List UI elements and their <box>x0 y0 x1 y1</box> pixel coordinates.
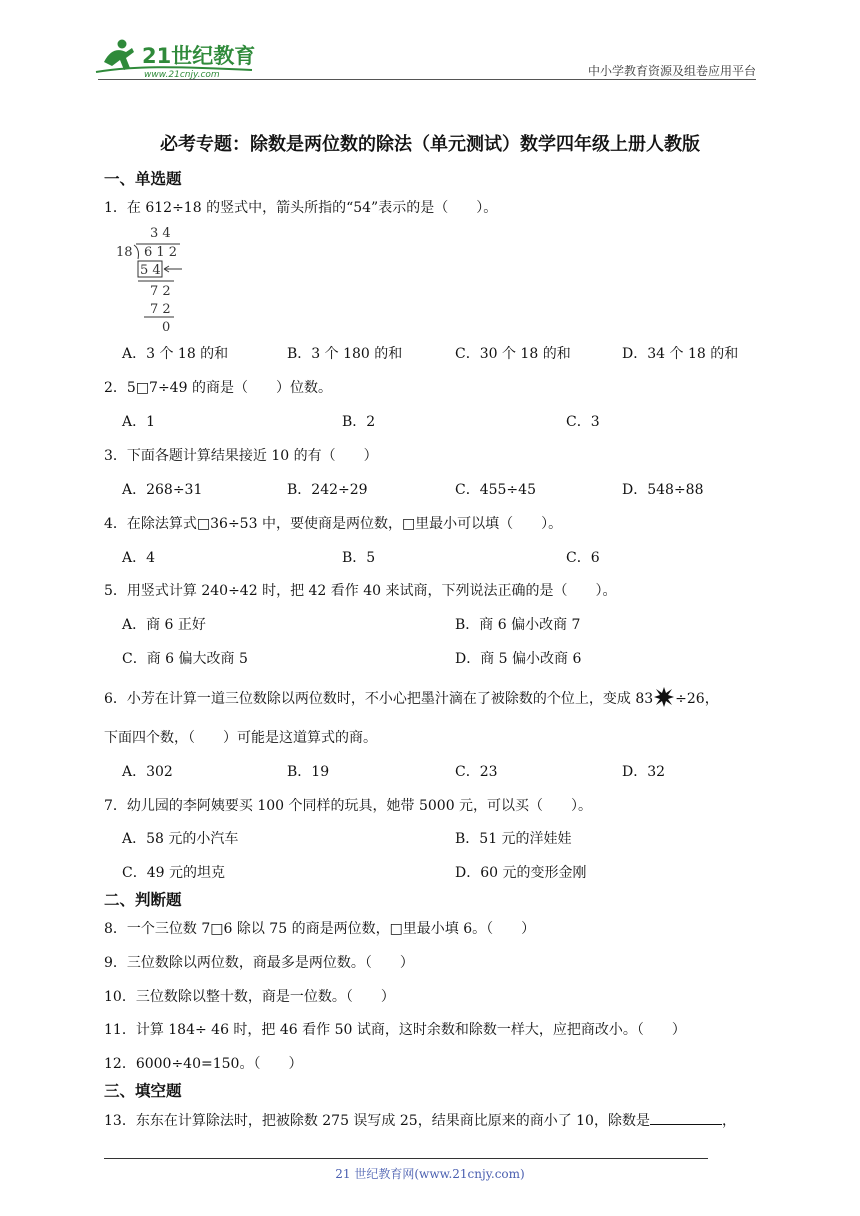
q7-option-b[interactable]: B．51 元的洋娃娃 <box>455 831 572 847</box>
q13-answer-blank[interactable] <box>650 1110 722 1125</box>
division-remainder: 0 <box>162 320 171 335</box>
q1-option-d[interactable]: D．34 个 18 的和 <box>622 346 739 362</box>
q6-option-d[interactable]: D．32 <box>622 764 666 780</box>
question-6-text-b: ÷26， <box>675 691 719 707</box>
division-step-72a: 7 2 <box>150 284 171 299</box>
q7-option-d[interactable]: D．60 元的变形金刚 <box>455 865 587 881</box>
q4-option-a[interactable]: A．4 <box>122 550 156 566</box>
question-6-text-a: 6．小芳在计算一道三位数除以两位数时，不小心把墨汁滴在了被除数的个位上，变成 83 <box>104 691 654 707</box>
q2-option-a[interactable]: A．1 <box>122 414 156 430</box>
question-6-line-1 <box>104 686 719 708</box>
section-true-false: 二、判断题 <box>104 891 182 909</box>
header-platform-text: 中小学教育资源及组卷应用平台 <box>587 64 756 78</box>
division-dividend: 6 1 2 <box>144 245 178 260</box>
question-9: 9．三位数除以两位数，商最多是两位数。（ ） <box>104 955 414 971</box>
q1-option-a[interactable]: A．3 个 18 的和 <box>122 346 229 362</box>
q7-option-a[interactable]: A．58 元的小汽车 <box>122 831 239 847</box>
question-2: 2．5□7÷49 的商是（ ）位数。 <box>104 380 332 396</box>
site-logo <box>92 36 262 80</box>
q3-option-a[interactable]: A．268÷31 <box>122 482 203 498</box>
division-quotient: 3 4 <box>150 226 171 241</box>
question-5: 5．用竖式计算 240÷42 时，把 42 看作 40 来试商，下列说法正确的是（ ）。 <box>104 583 617 599</box>
q1-option-b[interactable]: B．3 个 180 的和 <box>287 346 403 362</box>
q2-option-b[interactable]: B．2 <box>342 414 376 430</box>
footer-text: 21 世纪教育网(www.21cnjy.com) <box>335 1167 525 1181</box>
question-10: 10．三位数除以整十数，商是一位数。（ ） <box>104 989 395 1005</box>
q3-option-b[interactable]: B．242÷29 <box>287 482 368 498</box>
logo-url: www.21cnjy.com <box>144 70 220 80</box>
header-divider <box>98 79 756 80</box>
q1-option-c[interactable]: C．30 个 18 的和 <box>455 346 571 362</box>
q5-option-c[interactable]: C．商 6 偏大改商 5 <box>122 651 248 667</box>
q2-option-c[interactable]: C．3 <box>566 414 600 430</box>
q5-option-d[interactable]: D．商 5 偏小改商 6 <box>455 651 582 667</box>
q6-option-c[interactable]: C．23 <box>455 764 498 780</box>
q6-option-a[interactable]: A．302 <box>122 764 173 780</box>
question-1: 1．在 612÷18 的竖式中，箭头所指的“54”表示的是（ ）。 <box>104 200 498 216</box>
question-12: 12．6000÷40=150。（ ） <box>104 1056 303 1072</box>
q4-option-c[interactable]: C．6 <box>566 550 600 566</box>
q5-option-b[interactable]: B．商 6 偏小改商 7 <box>455 617 581 633</box>
ink-blot-icon <box>653 686 675 708</box>
q4-option-b[interactable]: B．5 <box>342 550 376 566</box>
section-fill-blank: 三、填空题 <box>104 1082 182 1100</box>
footer-divider <box>104 1158 708 1159</box>
page-title: 必考专题：除数是两位数的除法（单元测试）数学四年级上册人教版 <box>160 134 700 155</box>
q3-option-d[interactable]: D．548÷88 <box>622 482 704 498</box>
question-13-tail: ， <box>721 1113 736 1129</box>
q7-option-c[interactable]: C．49 元的坦克 <box>122 865 225 881</box>
logo-text: 21世纪教育 <box>142 44 256 68</box>
q5-option-a[interactable]: A．商 6 正好 <box>122 617 206 633</box>
q3-option-c[interactable]: C．455÷45 <box>455 482 536 498</box>
question-7: 7．幼儿园的李阿姨要买 100 个同样的玩具，她带 5000 元，可以买（ ）。 <box>104 798 593 814</box>
question-13 <box>104 1110 736 1130</box>
question-6-line-2: 下面四个数，（ ）可能是这道算式的商。 <box>104 730 377 746</box>
q6-option-b[interactable]: B．19 <box>287 764 330 780</box>
section-single-choice: 一、单选题 <box>104 170 182 188</box>
question-11: 11．计算 184÷ 46 时，把 46 看作 50 试商，这时余数和除数一样大，应把商改小。（ ） <box>104 1022 686 1038</box>
question-8: 8．一个三位数 7□6 除以 75 的商是两位数，□里最小填 6。（ ） <box>104 921 536 937</box>
division-divisor: 18 <box>116 245 133 260</box>
question-13-text: 13．东东在计算除法时，把被除数 275 误写成 25，结果商比原来的商小了 10，除数是 <box>104 1113 650 1129</box>
division-step-72b: 7 2 <box>150 302 171 317</box>
long-division-figure <box>114 225 194 335</box>
question-3: 3．下面各题计算结果接近 10 的有（ ） <box>104 448 378 464</box>
question-4: 4．在除法算式□36÷53 中，要使商是两位数，□里最小可以填（ ）。 <box>104 516 563 532</box>
division-step-54: 5 4 <box>140 263 161 278</box>
